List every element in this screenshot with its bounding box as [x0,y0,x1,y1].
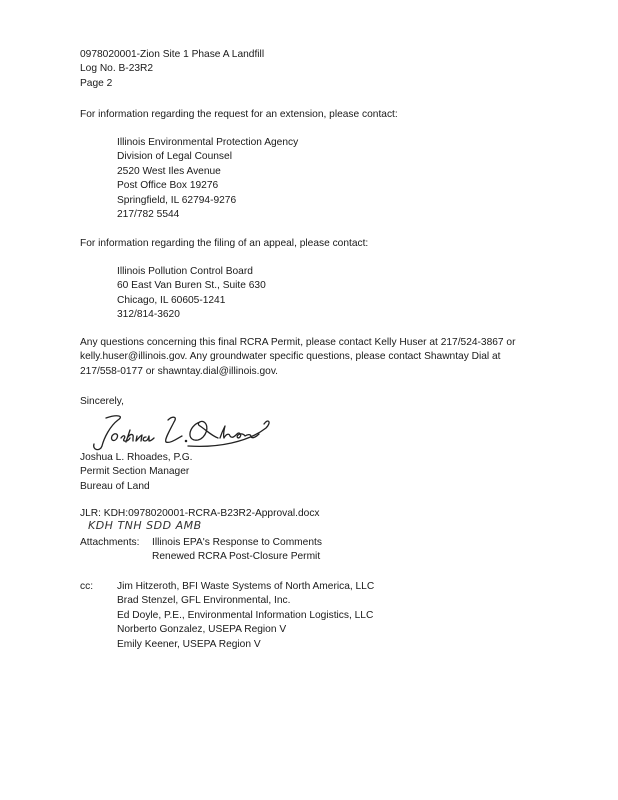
cc-recipient: Brad Stenzel, GFL Environmental, Inc. [117,595,291,607]
address-line: Illinois Environmental Protection Agency [117,137,299,148]
appeal-intro: For information regarding the filing of an appeal, please contact: [80,238,369,249]
attachment-item: Renewed RCRA Post-Closure Permit [152,551,321,563]
handwritten-signature [88,408,278,454]
questions-paragraph [80,336,515,379]
paragraph-line: 217/558-0177 or shawntay.dial@illinois.gov. [80,365,278,377]
attachment-item: Illinois EPA's Response to Comments [152,537,322,548]
attachments-list [152,536,322,565]
reference-line: JLR: KDH:0978020001-RCRA-B23R2-Approval.docx [80,508,320,519]
cc-label: cc: [80,581,94,592]
site-name: 0978020001-Zion Site 1 Phase A Landfill [80,49,265,60]
cc-recipient: Ed Doyle, P.E., Environmental Information Logistics, LLC [117,609,374,621]
cc-list [117,580,374,652]
address-line: 2520 West Iles Avenue [117,165,221,177]
address-line: 60 East Van Buren St., Suite 630 [117,280,266,292]
extension-intro: For information regarding the request for an extension, please contact: [80,109,398,120]
paragraph-line: kelly.huser@illinois.gov. Any groundwater specific questions, please contact Shawntay Dial at [80,351,501,363]
address-line: Chicago, IL 60605-1241 [117,294,226,306]
extension-address [117,136,298,222]
signature-block [80,451,193,494]
address-line: 217/782 5544 [117,209,180,221]
closing: Sincerely, [80,396,124,407]
cc-recipient: Emily Keener, USEPA Region V [117,638,261,650]
attachments-label: Attachments: [80,537,140,548]
handwritten-initials: KDH TNH SDD AMB [88,519,202,532]
address-line: Springfield, IL 62794-9276 [117,194,237,206]
address-line: 312/814-3620 [117,309,180,321]
cc-recipient: Jim Hitzeroth, BFI Waste Systems of North America, LLC [117,581,375,592]
signer-title: Permit Section Manager [80,466,190,478]
address-line: Illinois Pollution Control Board [117,266,253,277]
address-line: Post Office Box 19276 [117,180,219,192]
address-line: Division of Legal Counsel [117,151,232,163]
appeal-address [117,265,266,323]
paragraph-line: Any questions concerning this final RCRA Permit, please contact Kelly Huser at 217/524-3867 or [80,337,516,348]
page-number: Page 2 [80,77,113,89]
cc-recipient: Norberto Gonzalez, USEPA Region V [117,624,287,636]
letter-header [80,48,264,91]
signer-department: Bureau of Land [80,480,150,492]
log-number: Log No. B-23R2 [80,63,154,75]
signer-name: Joshua L. Rhoades, P.G. [80,452,193,463]
